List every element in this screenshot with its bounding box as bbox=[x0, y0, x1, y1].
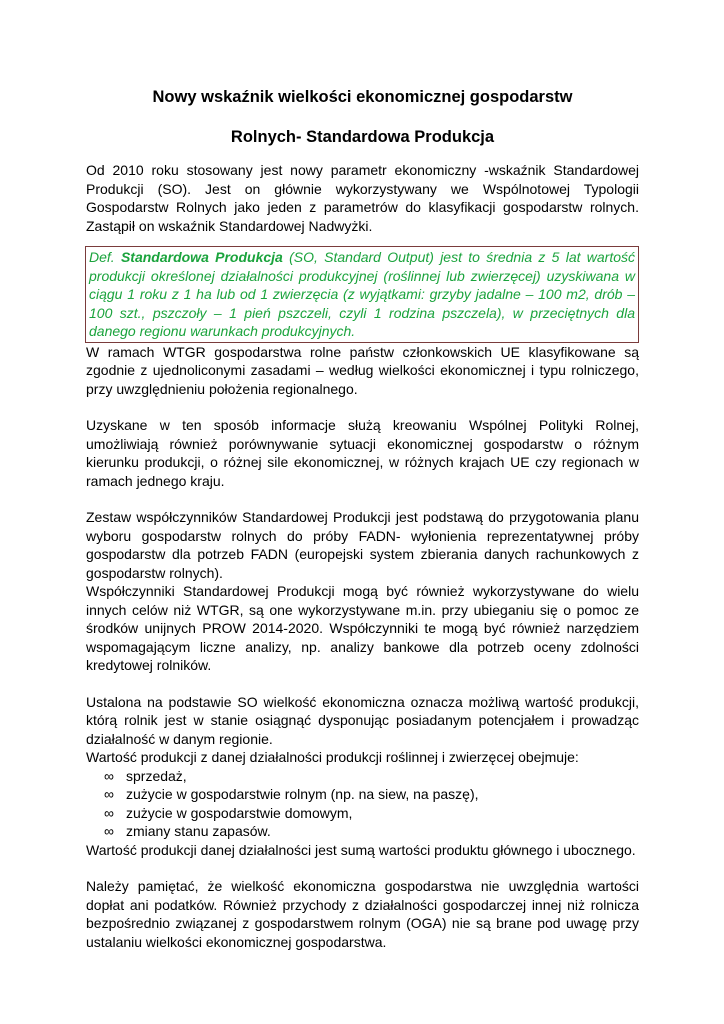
list-item: ∞ zużycie w gospodarstwie domowym, bbox=[104, 804, 353, 821]
definition-term: Standardowa Produkcja bbox=[120, 249, 283, 265]
infinity-bullet-icon: ∞ bbox=[104, 786, 114, 802]
ustalona-paragraph: Ustalona na podstawie SO wielkość ekonomiczna oznacza możliwą wartość produkcji, którą rolnik jest w stanie osiągnąć dysponując posiadanym potencjałem i prowadząc działalność w danym regionie. bbox=[86, 693, 639, 747]
definition-body: (SO, Standard Output) jest to średnia z 5 lat wartość produkcji określonej działalności produkcyjnej (roślinnej lub zwierzęcej) uzyskiwana w ciągu 1 roku z 1 ha lub od 1 zwierzęcia (z wyjątkami: grzyby jadalne – 100 m2, drób – 100 szt., pszczoły – 1 pień pszczeli, czyli 1 rodzina pszczela), w przeciętnych dla danego regionu warunkach produkcyjnych. bbox=[89, 249, 636, 339]
wartosc-suma-paragraph: Wartość produkcji danej działalności jest sumą wartości produktu głównego i ubocznego. bbox=[86, 841, 636, 858]
wartosc-intro-paragraph: Wartość produkcji z danej działalności produkcji roślinnej i zwierzęcej obejmuje: bbox=[86, 749, 579, 765]
zestaw-paragraph: Zestaw współczynników Standardowej Produkcji jest podstawą do przygotowania planu wyboru gospodarstw rolnych do próby FADN- wyłonienia reprezentatywnej próby gospodarstw dla potrzeb FADN (europejski system zbierania danych rachunkowych z gospodarstw rolnych). bbox=[86, 509, 639, 581]
title-line-2: Rolnych- Standardowa Produkcja bbox=[230, 128, 495, 146]
nalezy-paragraph: Należy pamiętać, że wielkość ekonomiczna gospodarstwa nie uwzględnia wartości dopłat ani podatków. Również przychody z działalności gospodarczej innej niż rolnicza bezpośrednio związanej z gospodarstwem rolnym (OGA) nie są brane pod uwagę przy ustalaniu wielkości ekonomicznej gospodarstwa. bbox=[86, 878, 639, 950]
intro-paragraph: Od 2010 roku stosowany jest nowy parametr ekonomiczny -wskaźnik Standardowej Produkcji (SO). Jest on głównie wykorzystywany we Wspólnotowej Typologii Gospodarstw Rolnych jako jeden z parametrów do klasyfikacji gospodarstw rolnych. Zastąpił on wskaźnik Standardowej Nadwyżki. bbox=[86, 162, 639, 234]
list-item: ∞ zużycie w gospodarstwie rolnym (np. na siew, na paszę), bbox=[104, 786, 479, 802]
definition-box bbox=[85, 246, 639, 343]
list-item: ∞ sprzedaż, bbox=[104, 767, 187, 784]
info-paragraph: Uzyskane w ten sposób informacje służą kreowaniu Wspólnej Polityki Rolnej, umożliwiają również porównywanie sytuacji ekonomicznej gospodarstw o różnym kierunku produkcji, o różnej sile ekonomicznej, w różnych krajach UE czy regionach w ramach jednego kraju. bbox=[86, 417, 639, 489]
document-page bbox=[86, 80, 639, 951]
production-value-list bbox=[86, 767, 639, 841]
list-item: ∞ zmiany stanu zapasów. bbox=[104, 823, 271, 839]
wspolczynniki-paragraph: Współczynniki Standardowej Produkcji mogą być również wykorzystywane do wielu innych celów niż WTGR, są one wykorzystywane m.in. przy ubieganiu się o pomoc ze środków unijnych PROW 2014-2020. Współczynniki te mogą być również narzędziem wspomagającym liczne analizy, np. analizy bankowe dla potrzeb oceny zdolności kredytowej rolników. bbox=[86, 583, 639, 673]
infinity-bullet-icon: ∞ bbox=[104, 767, 114, 784]
infinity-bullet-icon: ∞ bbox=[104, 823, 114, 839]
definition-prefix: Def. bbox=[89, 249, 121, 265]
title-line-1: Nowy wskaźnik wielkości ekonomicznej gospodarstw bbox=[152, 88, 573, 106]
wtgr-paragraph: W ramach WTGR gospodarstwa rolne państw członkowskich UE klasyfikowane są zgodnie z ujednoliconymi zasadami – według wielkości ekonomicznej i typu rolniczego, przy uwzględnieniu położenia regionalnego. bbox=[86, 343, 639, 397]
infinity-bullet-icon: ∞ bbox=[104, 804, 114, 821]
